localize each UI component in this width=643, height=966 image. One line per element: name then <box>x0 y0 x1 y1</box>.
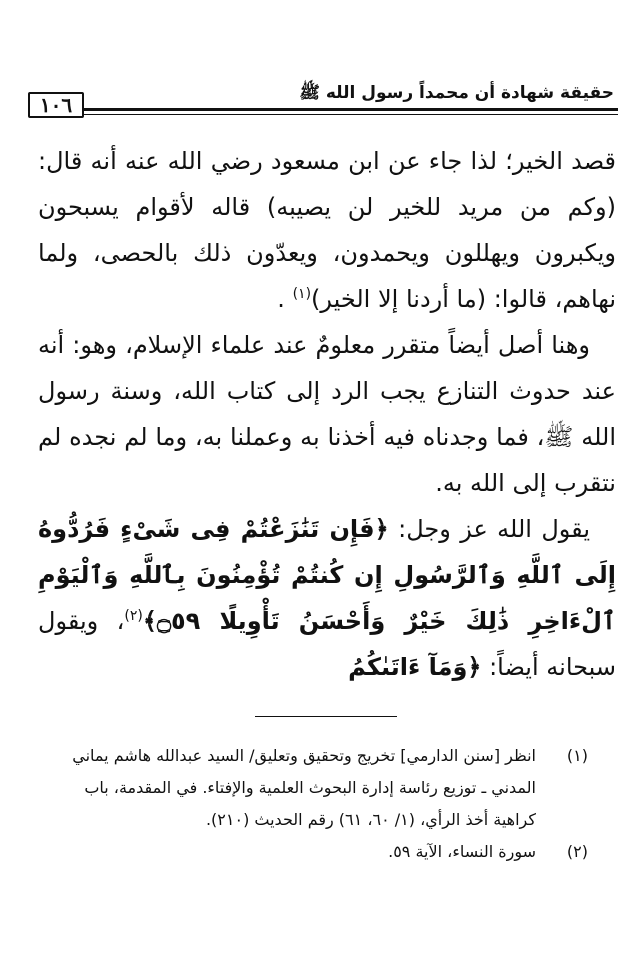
paragraph-3 <box>38 506 616 690</box>
footnote-separator <box>255 716 397 717</box>
header-title: حقيقة شهادة أن محمداً رسول الله ﷺ <box>299 83 614 103</box>
paragraph-2: وهنا أصل أيضاً متقرر معلومٌ عند علماء الإسلام، وهو: أنه عند حدوث التنازع يجب الرد إلى كتاب الله، وسنة رسول الله ﷺ، فما وجدناه فيه أخذنا به وعملنا به، وما لم نجده لم نتقرب إلى الله به. <box>38 331 616 497</box>
main-text <box>38 138 616 690</box>
footnotes <box>40 740 588 868</box>
footnote-ref-1: (١) <box>292 286 312 302</box>
page-number: ١٠٦ <box>28 92 84 118</box>
footnote-text: سورة النساء، الآية ٥٩. <box>388 842 536 861</box>
header-rule-thin <box>84 114 618 115</box>
paragraph-3-intro: يقول الله عز وجل: <box>388 515 591 543</box>
header-rule <box>84 108 618 111</box>
footnote-ref-2: (٢) <box>124 608 143 624</box>
footnote-number: (١) <box>566 746 588 765</box>
paragraph-1-end: . <box>277 285 285 313</box>
paragraph-1-text: قصد الخير؛ لذا جاء عن ابن مسعود رضي الله عنه أنه قال: (وكم من مريد للخير لن يصيبه) قاله لأقوام يسبحون ويكبرون ويهللون ويحمدون، ويعدّون ذلك بالحصى، ولما نهاهم، قالوا: (ما أردنا إلا الخير) <box>38 147 616 313</box>
footnote-1 <box>40 740 588 836</box>
running-header <box>28 80 618 130</box>
quran-verse-2: ﴿وَمَآ ءَاتَىٰكُمُ <box>348 653 482 681</box>
paragraph-1 <box>38 138 616 322</box>
footnote-text: انظر [سنن الدارمي] تخريج وتحقيق وتعليق/ السيد عبدالله هاشم يماني المدني ـ توزيع رئاسة إدارة البحوث العلمية والإفتاء. في المقدمة، باب كراهية أخذ الرأي، (١/ ٦٠، ٦١) رقم الحديث (٢١٠). <box>72 746 536 829</box>
footnote-number: (٢) <box>566 842 588 861</box>
paragraph-3-mid: ، ويقول سبحانه أيضاً: <box>38 607 616 681</box>
quran-verse: ﴿فَإِن تَنَٰزَعْتُمْ فِى شَىْءٍ فَرُدُّوهُ إِلَى ٱللَّهِ وَٱلرَّسُولِ إِن كُنتُمْ تُؤْمِنُونَ بِٱللَّهِ وَٱلْيَوْمِ ٱلْءَاخِرِ ذَٰلِكَ خَيْرٌ وَأَحْسَنُ تَأْوِيلًا ۝٥٩﴾ <box>38 515 616 635</box>
footnote-2 <box>40 836 588 868</box>
